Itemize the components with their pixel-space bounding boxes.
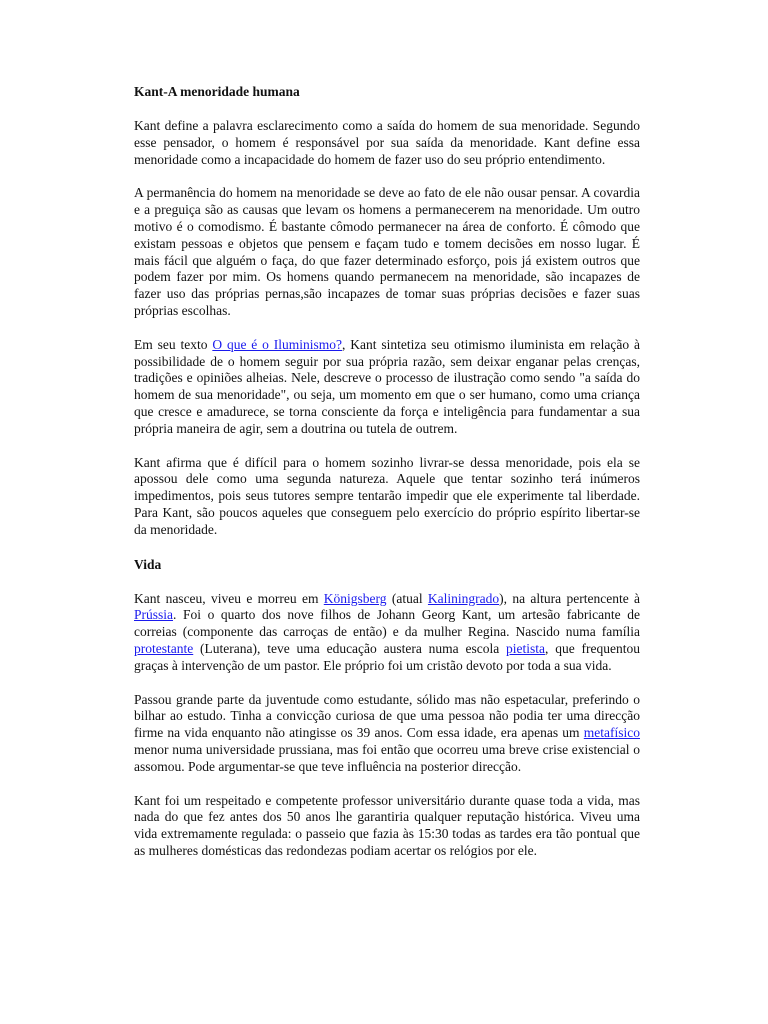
paragraph-2: A permanência do homem na menoridade se deve ao fato de ele não ousar pensar. A covardia e a preguiça são as causas que levam os homens a permanecerem na menoridade. Um outro motivo é o comodismo. É bastante cômodo permanecer na área de conforto. É cômodo que existam pessoas e objetos que pensem e façam tudo e tomem decisões em nosso lugar. É mais fácil que alguém o faça, do que fazer determinado esforço, pois já existem outros que podem fazer por mim. Os homens quando permanecem na menoridade, são incapazes de fazer uso das próprias pernas,são incapazes de tomar suas próprias decisões e fazer suas próprias escolhas. <box>134 185 640 318</box>
paragraph-5-text-a: Kant nasceu, viveu e morreu em <box>134 590 324 606</box>
link-kaliningrado[interactable]: Kaliningrado <box>427 590 500 606</box>
link-konigsberg[interactable]: Königsberg <box>323 590 387 606</box>
paragraph-5-text-e: (Luterana), teve uma educação austera numa escola <box>193 640 507 656</box>
document-title: Kant-A menoridade humana <box>134 84 300 99</box>
paragraph-3-text-a: Em seu texto <box>134 336 213 352</box>
paragraph-5-text-c: ), na altura pertencente à <box>499 590 641 606</box>
link-protestante[interactable]: protestante <box>134 640 194 656</box>
paragraph-6-text-a: Passou grande parte da juventude como estudante, sólido mas não espetacular, preferindo o bilhar ao estudo. Tinha a convicção curiosa de que uma pessoa não podia ter uma direcção firme na vida enquanto não atingisse os 39 anos. Com essa idade, era apenas um <box>134 691 640 741</box>
paragraph-6-text-b: menor numa universidade prussiana, mas foi então que ocorreu uma breve crise existencial o assomou. Pode argumentar-se que teve influência na posterior direcção. <box>134 741 640 774</box>
section-heading-vida: Vida <box>134 556 162 572</box>
paragraph-4: Kant afirma que é difícil para o homem sozinho livrar-se dessa menoridade, pois ela se apossou dele como uma segunda natureza. Aquele que tentar sozinho terá inúmeros impedimentos, pois seus tutores sempre tentarão impedir que ele experimente tal liberdade. Para Kant, são poucos aqueles que conseguem pelo exercício do próprio espírito libertar-se da menoridade. <box>134 454 640 537</box>
paragraph-7: Kant foi um respeitado e competente professor universitário durante quase toda a vida, mas nada do que fez antes dos 50 anos lhe garantiria qualquer reputação histórica. Viveu uma vida extremamente regulada: o passeio que fazia às 15:30 todas as tardes era tão pontual que as mulheres domésticas das redondezas podiam acertar os relógios por ele. <box>134 792 640 858</box>
paragraph-1: Kant define a palavra esclarecimento como a saída do homem de sua menoridade. Segundo esse pensador, o homem é responsável por sua saída da menoridade. Kant define essa menoridade como a incapacidade do homem de fazer uso do seu próprio entendimento. <box>134 118 640 167</box>
link-o-que-e-o-iluminismo[interactable]: O que é o Iluminismo? <box>212 336 343 352</box>
paragraph-5-text-f: , que frequentou graças à intervenção de um pastor. Ele próprio foi um cristão devoto por toda a sua vida. <box>134 640 640 673</box>
paragraph-5 <box>134 591 640 675</box>
paragraph-5-text-b: (atual <box>386 590 428 606</box>
link-pietista[interactable]: pietista <box>506 640 546 656</box>
link-metafisico[interactable]: metafísico <box>583 725 640 741</box>
paragraph-5-text-d: . Foi o quarto dos nove filhos de Johann Georg Kant, um artesão fabricante de correias (componente das carroças de então) e da mulher Regina. Nascido numa família <box>134 607 640 640</box>
paragraph-3 <box>134 337 640 438</box>
paragraph-3-text-b: , Kant sintetiza seu otimismo iluminista em relação à possibilidade de o homem seguir por sua própria razão, sem deixar enganar pelas crenças, tradições e opiniões alheias. Nele, descreve o processo de ilustração como sendo "a saída do homem de sua menoridade", ou seja, um momento em que o ser humano, como uma criança que cresce e amadurece, se torna consciente da força e inteligência para fundamentar a sua própria maneira de agir, sem a doutrina ou tutela de outrem. <box>134 336 640 436</box>
link-prussia[interactable]: Prússia <box>134 607 174 623</box>
paragraph-6 <box>134 692 640 776</box>
